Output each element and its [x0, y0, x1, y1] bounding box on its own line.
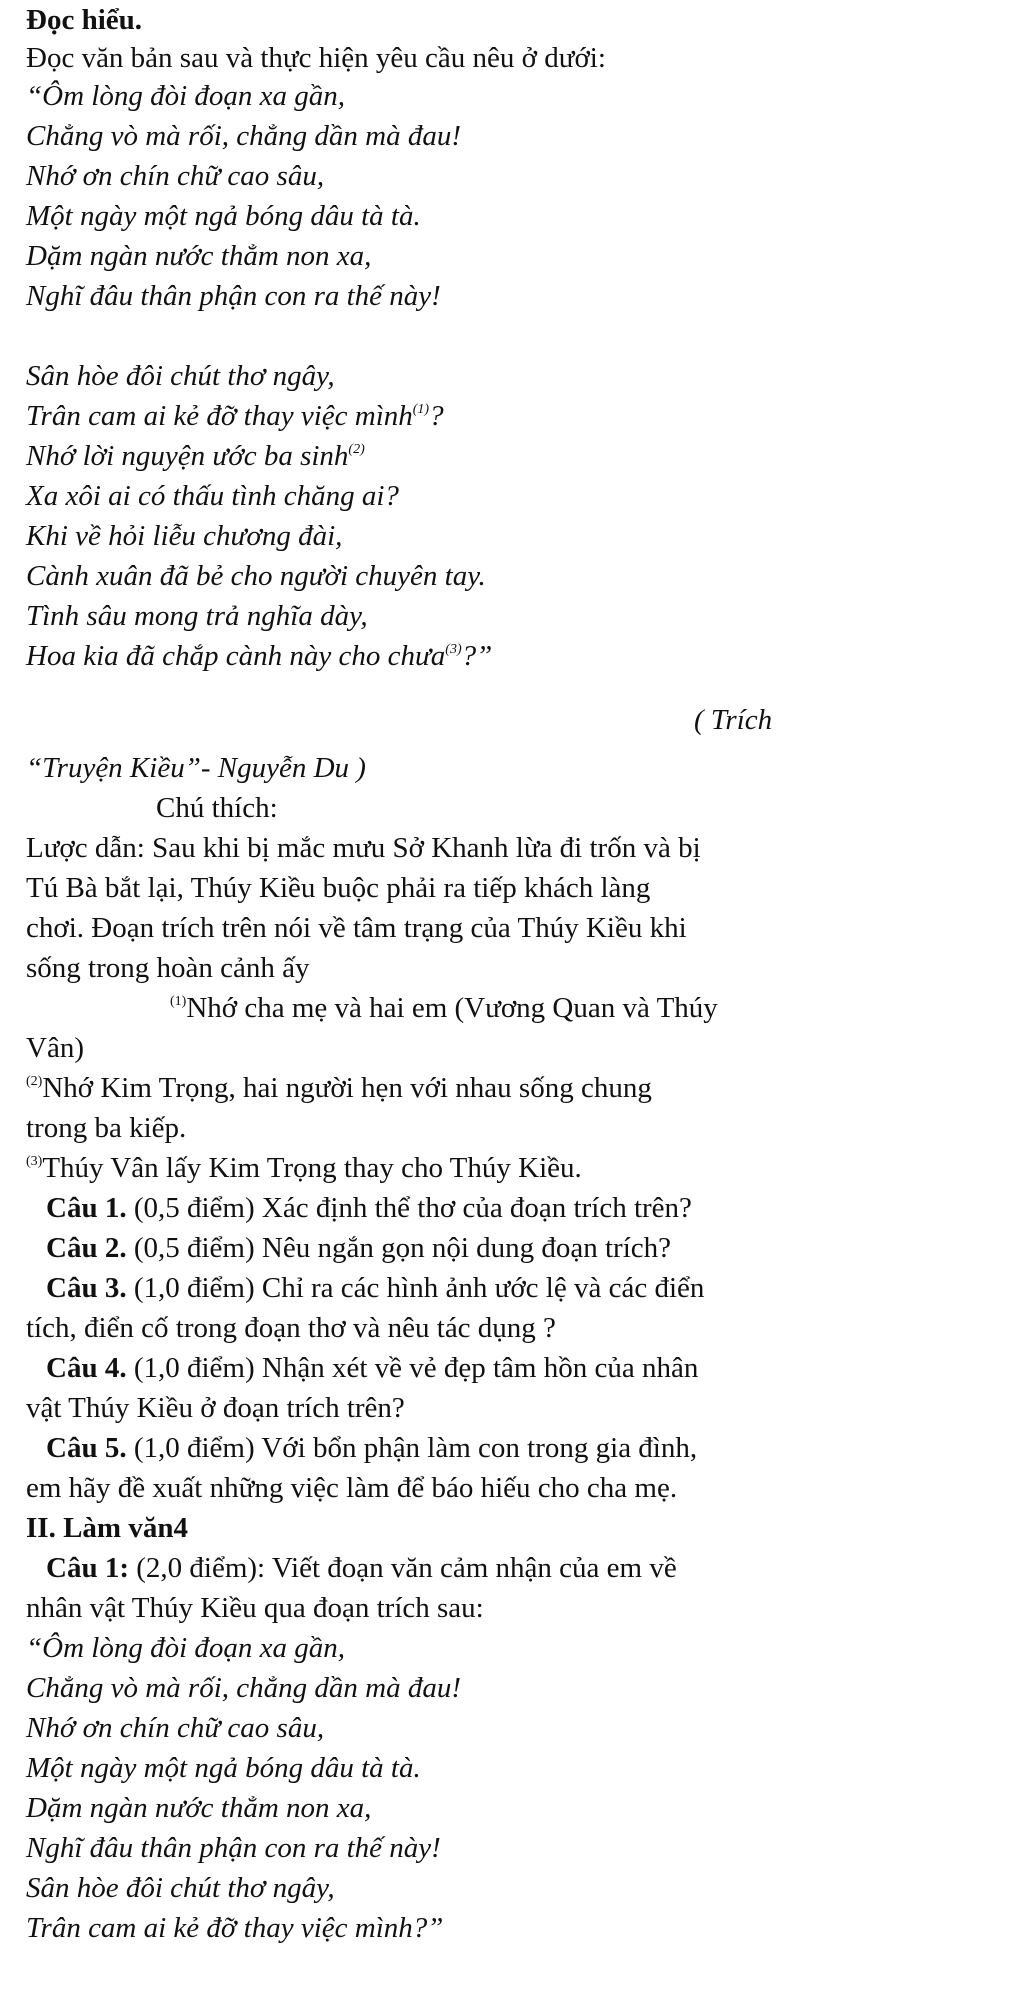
poem-line: Nhớ ơn chín chữ cao sâu, [26, 1712, 325, 1744]
essay-question-cont: nhân vật Thúy Kiều qua đoạn trích sau: [26, 1592, 484, 1624]
notes-title: Chú thích: [156, 792, 278, 824]
question-label: Câu 5. [46, 1432, 127, 1464]
poem-line: Xa xôi ai có thấu tình chăng ai? [26, 480, 399, 512]
footnote-mark: (1) [412, 402, 430, 417]
source-citation: ( Trích [694, 704, 773, 736]
question-label: Câu 3. [46, 1272, 127, 1304]
footnote-text: Thúy Vân lấy Kim Trọng thay cho Thúy Kiều. [42, 1152, 582, 1184]
question-1 [46, 1190, 692, 1226]
question-label: Câu 1. [46, 1192, 127, 1224]
poem-text: Hoa kia đã chắp cành này cho chưa [26, 640, 446, 672]
question-label: Câu 2. [46, 1232, 127, 1264]
question-text: (0,5 điểm) Xác định thể thơ của đoạn trích trên? [133, 1192, 692, 1224]
footnote-mark: (3) [26, 1154, 43, 1169]
footnote-2 [26, 1070, 652, 1106]
question-label: Câu 4. [46, 1352, 127, 1384]
footnote-text: Nhớ Kim Trọng, hai người hẹn với nhau sống chung [42, 1072, 652, 1104]
footnote-mark: (2) [348, 442, 365, 457]
question-5-cont: em hãy đề xuất những việc làm để báo hiếu cho cha mẹ. [26, 1472, 678, 1504]
poem-line [26, 398, 444, 434]
essay-question [46, 1550, 677, 1586]
question-2 [46, 1230, 671, 1266]
poem-line: Khi về hỏi liễu chương đài, [26, 520, 343, 552]
poem-line: Nghĩ đâu thân phận con ra thế này! [26, 280, 441, 312]
poem-line: Sân hòe đôi chút thơ ngây, [26, 360, 335, 392]
footnote-1-cont: Vân) [26, 1032, 84, 1064]
poem-line [26, 438, 365, 474]
poem-line: Trân cam ai kẻ đỡ thay việc mình?” [26, 1912, 444, 1944]
summary-line: Lược dẫn: Sau khi bị mắc mưu Sở Khanh lừa đi trốn và bị [26, 832, 701, 864]
poem-line: Nhớ ơn chín chữ cao sâu, [26, 160, 325, 192]
question-5 [46, 1430, 697, 1466]
poem-line: Chẳng vò mà rối, chẳng dần mà đau! [26, 120, 461, 152]
summary-line: sống trong hoàn cảnh ấy [26, 952, 310, 984]
source-citation: “Truyện Kiều”- Nguyễn Du ) [26, 752, 366, 784]
poem-line: Sân hòe đôi chút thơ ngây, [26, 1872, 335, 1904]
summary-line: Tú Bà bắt lại, Thúy Kiều buộc phải ra tiếp khách làng [26, 872, 651, 904]
poem-punct: ?” [461, 640, 493, 672]
footnote-1 [170, 990, 718, 1026]
poem-line: Một ngày một ngả bóng dâu tà tà. [26, 1752, 421, 1784]
poem-line: Chẳng vò mà rối, chẳng dần mà đau! [26, 1672, 461, 1704]
footnote-text: Nhớ cha mẹ và hai em (Vương Quan và Thúy [186, 992, 718, 1024]
poem-text: Trân cam ai kẻ đỡ thay việc mình [26, 400, 413, 432]
footnote-2-cont: trong ba kiếp. [26, 1112, 187, 1144]
poem-line: Dặm ngàn nước thẳm non xa, [26, 1792, 372, 1824]
footnote-mark: (3) [445, 642, 462, 657]
footnote-mark: (1) [170, 994, 187, 1009]
part2-title: II. Làm văn4 [26, 1512, 188, 1544]
poem-punct: ? [429, 400, 444, 432]
poem-text: Nhớ lời nguyện ước ba sinh [26, 440, 349, 472]
question-4 [46, 1350, 698, 1386]
poem-line: Cành xuân đã bẻ cho người chuyên tay. [26, 560, 486, 592]
question-text: (1,0 điểm) Với bổn phận làm con trong gia đình, [133, 1432, 698, 1464]
poem-line: Tình sâu mong trả nghĩa dày, [26, 600, 368, 632]
footnote-3 [26, 1150, 582, 1186]
question-text: (1,0 điểm) Nhận xét về vẻ đẹp tâm hồn của nhân [133, 1352, 699, 1384]
poem-line: Một ngày một ngả bóng dâu tà tà. [26, 200, 421, 232]
question-label: Câu 1: [46, 1552, 129, 1584]
question-text: (1,0 điểm) Chỉ ra các hình ảnh ước lệ và các điển [133, 1272, 705, 1304]
section-heading: Đọc hiểu. [26, 4, 142, 36]
poem-line: Dặm ngàn nước thẳm non xa, [26, 240, 372, 272]
question-3 [46, 1270, 704, 1306]
poem-line: “Ôm lòng đòi đoạn xa gần, [26, 80, 345, 112]
question-3-cont: tích, điển cố trong đoạn thơ và nêu tác dụng ? [26, 1312, 556, 1344]
footnote-mark: (2) [26, 1074, 43, 1089]
poem-line: “Ôm lòng đòi đoạn xa gần, [26, 1632, 345, 1664]
question-text: (2,0 điểm): Viết đoạn văn cảm nhận của em về [136, 1552, 677, 1584]
question-text: (0,5 điểm) Nêu ngắn gọn nội dung đoạn trích? [133, 1232, 672, 1264]
instruction-text: Đọc văn bản sau và thực hiện yêu cầu nêu ở dưới: [26, 42, 606, 74]
question-4-cont: vật Thúy Kiều ở đoạn trích trên? [26, 1392, 405, 1424]
poem-line [26, 638, 492, 674]
summary-line: chơi. Đoạn trích trên nói về tâm trạng của Thúy Kiều khi [26, 912, 687, 944]
poem-line: Nghĩ đâu thân phận con ra thế này! [26, 1832, 441, 1864]
